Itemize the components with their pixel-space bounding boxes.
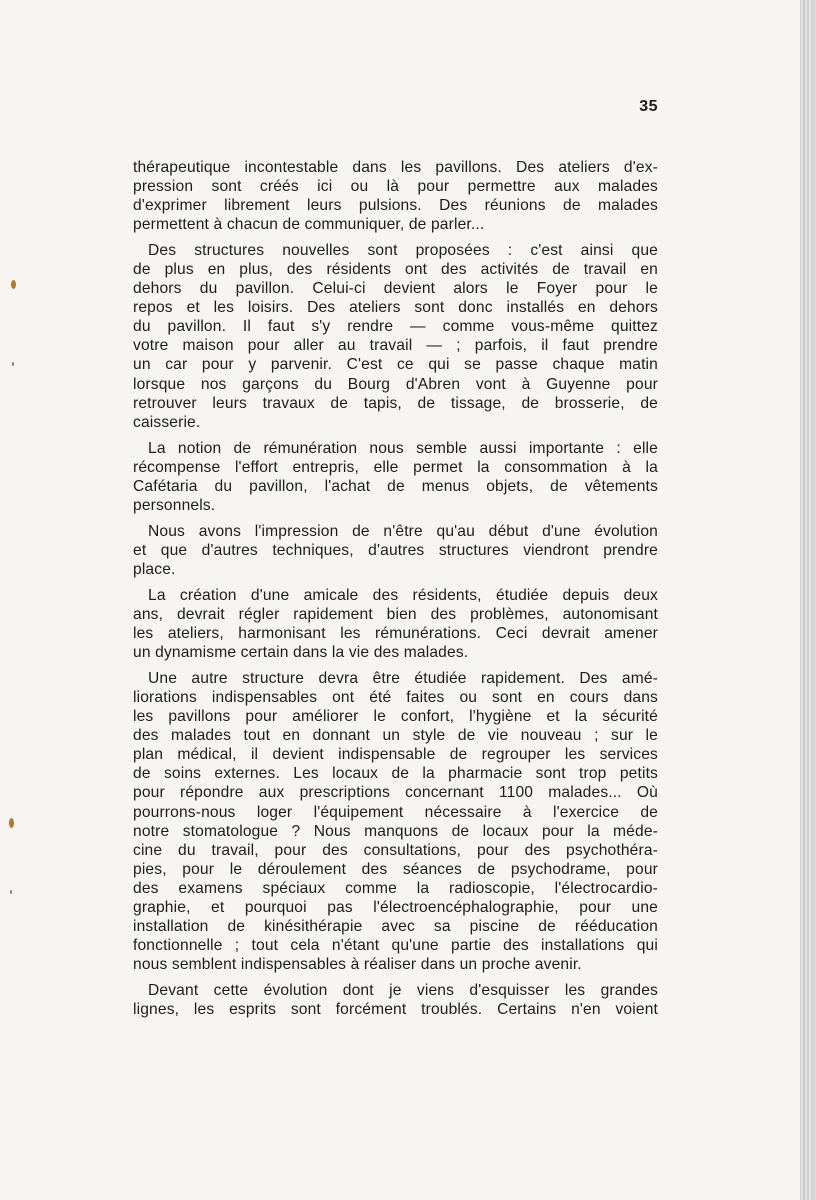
text-line: les ateliers, harmonisant les rémunérations. Ceci devrait amener bbox=[133, 625, 658, 643]
text-line: fonctionnelle ; tout cela n'étant qu'une partie des installations qui bbox=[133, 936, 658, 954]
text-line: Cafétaria du pavillon, l'achat de menus objets, de vêtements bbox=[133, 477, 658, 495]
text-line: plan médical, il devient indispensable de regrouper les services bbox=[133, 746, 658, 764]
paper-stain bbox=[11, 280, 16, 289]
paragraph bbox=[133, 241, 658, 431]
text-line: pour répondre aux prescriptions concernant 1100 malades... Où bbox=[133, 784, 658, 802]
text-line: permettent à chacun de communiquer, de parler... bbox=[133, 216, 485, 234]
text-line: lignes, les esprits sont forcément troublés. Certains n'en voient bbox=[133, 1000, 658, 1018]
text-line: pression sont créés ici ou là pour permettre aux malades bbox=[133, 178, 658, 196]
text-line: caisserie. bbox=[133, 413, 201, 431]
text-line: repos et les loisirs. Des ateliers sont donc installés en dehors bbox=[133, 299, 658, 317]
text-line: Devant cette évolution dont je viens d'esquisser les grandes bbox=[148, 981, 658, 999]
paragraph bbox=[133, 522, 658, 579]
text-line: notre stomatologue ? Nous manquons de locaux pour la méde- bbox=[133, 822, 658, 840]
text-line: dehors du pavillon. Celui-ci devient alors le Foyer pour le bbox=[133, 280, 658, 298]
text-line: nous semblent indispensables à réaliser dans un proche avenir. bbox=[133, 955, 582, 973]
text-line: pourrons-nous loger l'équipement nécessaire à l'exercice de bbox=[133, 803, 658, 821]
text-line: Des structures nouvelles sont proposées : c'est ainsi que bbox=[148, 242, 658, 260]
text-line: La notion de rémunération nous semble aussi importante : elle bbox=[148, 439, 658, 457]
text-line: place. bbox=[133, 560, 176, 578]
text-line: pies, pour le déroulement des séances de psychodrame, pour bbox=[133, 860, 658, 878]
text-line: lorsque nos garçons du Bourg d'Abren vont à Guyenne pour bbox=[133, 375, 658, 393]
paragraph bbox=[133, 981, 658, 1019]
text-line: de plus en plus, des résidents ont des activités de travail en bbox=[133, 261, 658, 279]
text-line: retrouver leurs travaux de tapis, de tissage, de brosserie, de bbox=[133, 394, 658, 412]
text-line: liorations indispensables ont été faites ou sont en cours dans bbox=[133, 689, 658, 707]
text-line: un dynamisme certain dans la vie des malades. bbox=[133, 644, 469, 662]
page-edge bbox=[800, 0, 816, 1200]
paper-stain bbox=[12, 362, 14, 366]
text-line: ans, devrait régler rapidement bien des problèmes, autonomisant bbox=[133, 606, 658, 624]
text-line: graphie, et pourquoi pas l'électroencéphalographie, pour une bbox=[133, 898, 658, 916]
paragraph bbox=[133, 586, 658, 662]
text-line: personnels. bbox=[133, 496, 216, 514]
text-line: Une autre structure devra être étudiée rapidement. Des amé- bbox=[148, 670, 658, 688]
body-text bbox=[133, 158, 658, 1026]
page-number: 35 bbox=[639, 98, 658, 115]
paper-stain bbox=[9, 818, 14, 828]
text-line: votre maison pour aller au travail — ; parfois, il faut prendre bbox=[133, 337, 658, 355]
paper-stain bbox=[10, 890, 12, 894]
paragraph bbox=[133, 158, 658, 234]
text-line: du pavillon. Il faut s'y rendre — comme vous-même quittez bbox=[133, 318, 658, 336]
text-line: d'exprimer librement leurs pulsions. Des réunions de malades bbox=[133, 197, 658, 215]
text-line: un car pour y parvenir. C'est ce qui se passe chaque matin bbox=[133, 356, 658, 374]
text-line: installation de kinésithérapie avec sa piscine de rééducation bbox=[133, 917, 658, 935]
text-line: thérapeutique incontestable dans les pavillons. Des ateliers d'ex- bbox=[133, 159, 658, 176]
text-line: La création d'une amicale des résidents, étudiée depuis deux bbox=[148, 586, 658, 604]
text-line: de soins externes. Les locaux de la pharmacie sont trop petits bbox=[133, 765, 658, 783]
text-line: cine du travail, pour des consultations, pour des psychothéra- bbox=[133, 841, 658, 859]
paragraph bbox=[133, 669, 658, 974]
text-line: des examens spéciaux comme la radioscopie, l'électrocardio- bbox=[133, 879, 658, 897]
text-line: les pavillons pour améliorer le confort, l'hygiène et la sécurité bbox=[133, 708, 658, 726]
text-line: Nous avons l'impression de n'être qu'au début d'une évolution bbox=[148, 522, 658, 540]
paragraph bbox=[133, 439, 658, 515]
text-line: des malades tout en donnant un style de vie nouveau ; sur le bbox=[133, 727, 658, 745]
text-line: et que d'autres techniques, d'autres structures viendront prendre bbox=[133, 541, 658, 559]
text-line: récompense l'effort entrepris, elle permet la consommation à la bbox=[133, 458, 658, 476]
